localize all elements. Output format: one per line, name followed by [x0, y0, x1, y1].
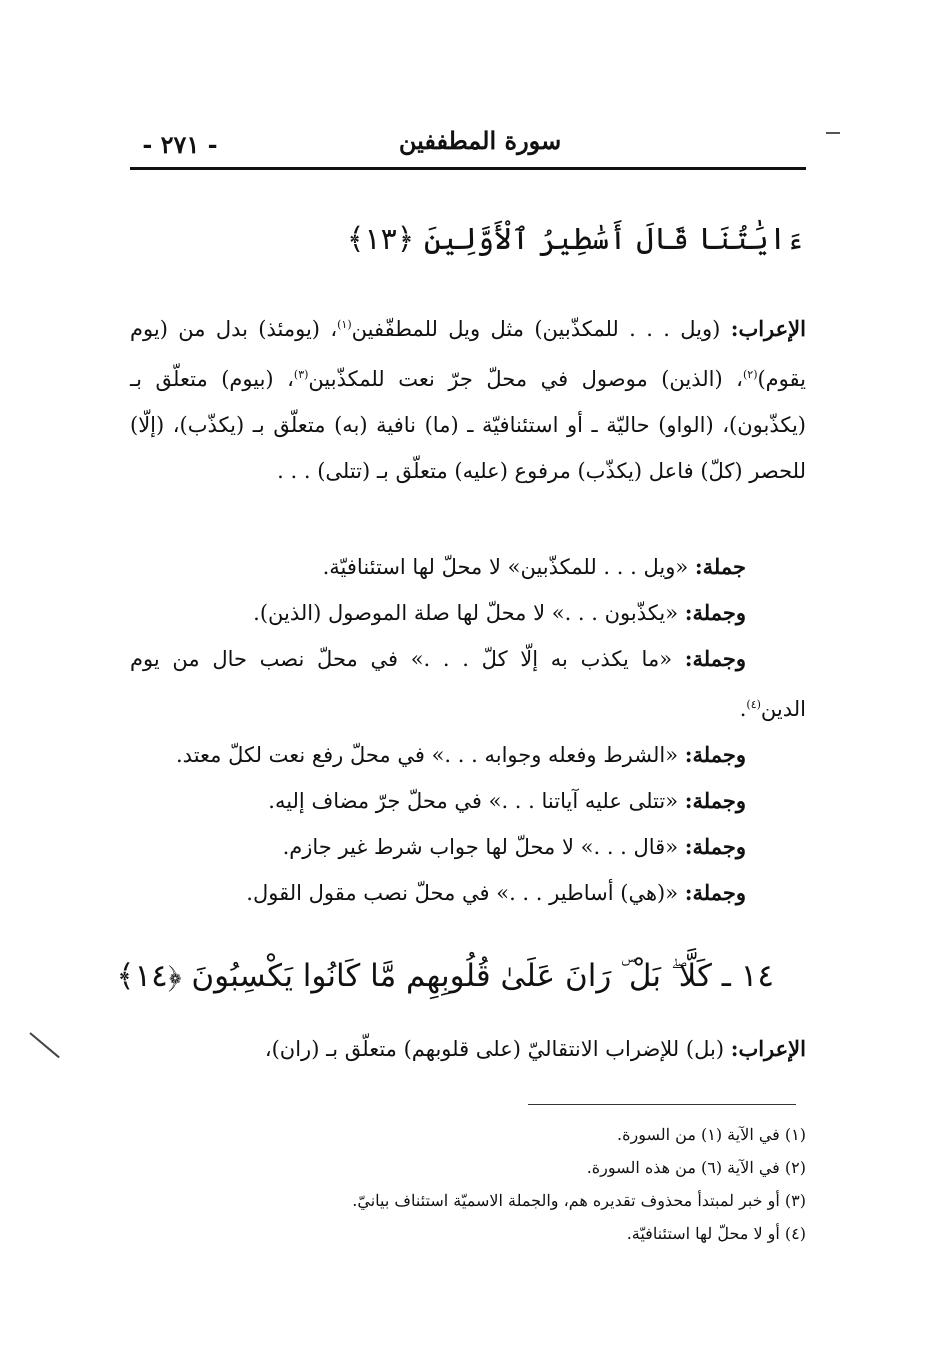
sentence-row — [130, 636, 806, 682]
margin-mark — [29, 1032, 59, 1058]
sentence-label: جملة: — [694, 554, 746, 579]
sentence-label: وجملة: — [684, 880, 746, 905]
sentence-row — [130, 590, 806, 636]
verse-13-tail: ءَايَٰتُنَا قَالَ أَسَٰطِيرُ ٱلْأَوَّلِينَ ﴿١٣﴾ — [346, 222, 804, 257]
irab-text: ، (الذين) موصول في محلّ جرّ نعت للمكذّبين — [308, 367, 743, 391]
sentence-text: «الشرط وفعله وجوابه . . .» في محلّ رفع نعت لكلّ معتد. — [176, 743, 679, 767]
sentence-text: الدين — [760, 697, 806, 721]
irab-label: الإعراب: — [730, 1036, 806, 1061]
irab-text: ، (بيوم) متعلّق بـ (يكذّبون)، (الواو) حاليّة ـ أو استئنافيّة ـ (ما) نافية (به) متعلّق بـ (يكذّب)، (إلّا) للحصر (كلّ) فاعل (يكذّب) مرفوع (عليه) متعلّق بـ (تتلى) . . . — [130, 367, 806, 483]
sentence-text: «قال . . .» لا محلّ لها جواب شرط غير جازم. — [282, 835, 679, 859]
footnote: (٢) في الآية (٦) من هذه السورة. — [586, 1158, 806, 1177]
sentence-text: «يكذّبون . . .» لا محلّ لها صلة الموصول (الذين). — [253, 601, 679, 625]
irab-paragraph-1 — [130, 302, 806, 494]
sentence-row — [130, 732, 806, 778]
sentence-analysis-list — [130, 544, 806, 916]
irab-paragraph-2 — [130, 1026, 806, 1072]
irab-label: الإعراب: — [730, 316, 806, 341]
irab-text: ، (يومئذ) بدل من (يوم يقوم) — [130, 317, 806, 391]
sentence-label: وجملة: — [684, 742, 746, 767]
page-number: - ٢٧١ - — [142, 130, 218, 159]
footnote-ref: (٤) — [746, 698, 761, 711]
footnote: (٤) أو لا محلّ لها استئنافيّة. — [626, 1224, 806, 1243]
corner-mark — [826, 132, 840, 134]
footnote-ref: (٣) — [293, 368, 309, 381]
sentence-row — [130, 824, 806, 870]
sentence-row: الدين$^{(٤)}$. — [739, 697, 806, 721]
verse-14: ١٤ ـ كَلَّا ۖ بَلْ ۜ رَانَ عَلَىٰ قُلُوبِهِم مَّا كَانُوا يَكْسِبُونَ ﴿١٤﴾ — [116, 958, 774, 994]
sentence-text: «ويل . . . للمكذّبين» لا محلّ لها استئنافيّة. — [322, 555, 689, 579]
footnote: (٣) أو خبر لمبتدأ محذوف تقديره هم، والجملة الاسميّة استئناف بيانيّ. — [352, 1191, 806, 1210]
sentence-row — [130, 778, 806, 824]
sentence-row — [130, 544, 806, 590]
sentence-text: «ما يكذب به إلّا كلّ . . .» في محلّ نصب حال من يوم — [130, 647, 673, 671]
surah-title: سورة المطففين — [398, 126, 562, 155]
footnote-rule — [528, 1104, 796, 1105]
sentence-label: وجملة: — [684, 834, 746, 859]
sentence-row — [130, 870, 806, 916]
sentence-text: «تتلى عليه آياتنا . . .» في محلّ جرّ مضاف إليه. — [268, 789, 679, 813]
footnotes — [130, 1118, 806, 1250]
sentence-text: «(هي) أساطير . . .» في محلّ نصب مقول القول. — [246, 881, 679, 905]
irab-text: (ويل . . . للمكذّبين) مثل ويل للمطفّفين — [351, 317, 721, 341]
header-rule — [130, 167, 806, 170]
footnote-ref: (١) — [337, 318, 352, 331]
sentence-label: وجملة: — [684, 646, 746, 671]
sentence-label: وجملة: — [684, 600, 746, 625]
irab-text: (بل) للإضراب الانتقاليّ (على قلوبهم) متعلّق بـ (ران)، — [264, 1037, 725, 1061]
footnote: (١) في الآية (١) من السورة. — [617, 1125, 806, 1144]
sentence-label: وجملة: — [684, 788, 746, 813]
footnote-ref: (٢) — [742, 368, 758, 381]
